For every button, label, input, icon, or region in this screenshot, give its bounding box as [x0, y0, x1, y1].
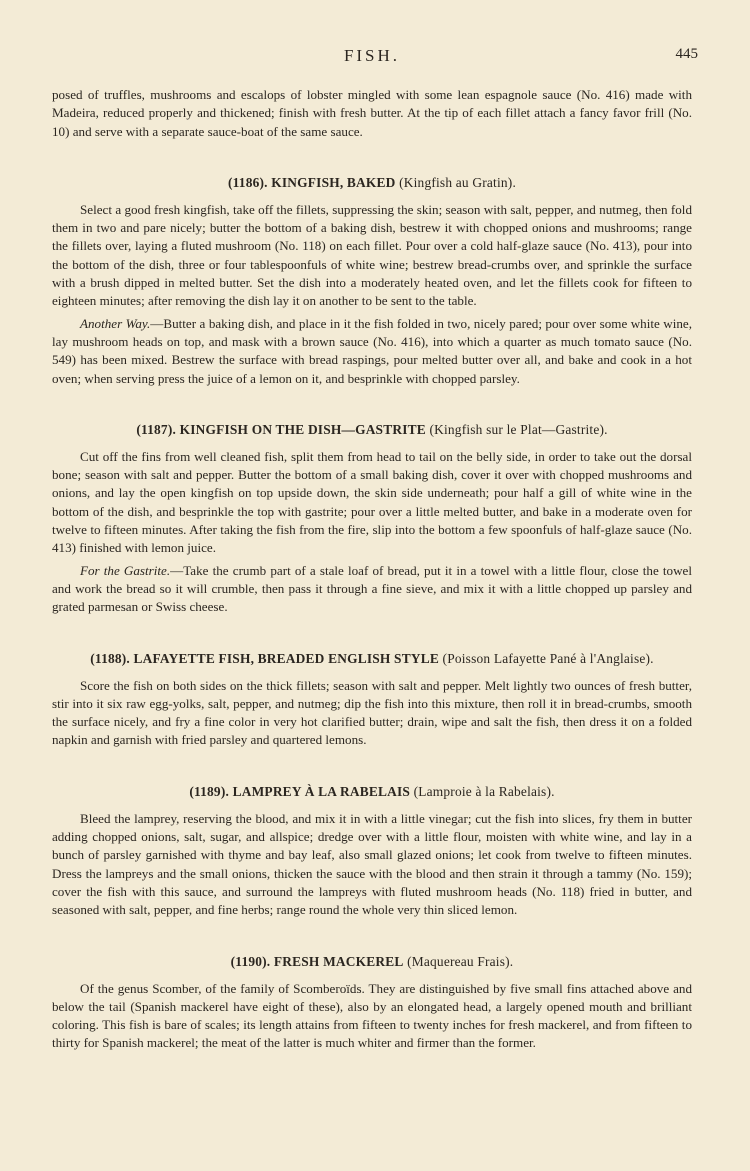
recipe-heading-1189 [52, 784, 692, 800]
running-head [52, 44, 698, 68]
recipe-number: (1190). [230, 953, 271, 969]
page-number: 445 [675, 46, 698, 62]
recipe-paragraph: Select a good fresh kingfish, take off the fillets, suppressing the skin; season with salt, pepper, and nutmeg, then fold them in two and pare nicely; butter the bottom of a baking dish, bestrew it with chopped onions and mushrooms; range the fillets over, laying a fluted mushroom (No. 118) on each fillet. Pour over a cold half-glaze sauce (No. 413), pour into the bottom of the dish, three or four tablespoonfuls of white wine; bestrew bread-crumbs over, and sprinkle the surface with a brush dipped in melted butter. Set the dish into a moderately heated oven, and let the fillets cook for fifteen to eighteen minutes; after removing the dish lay it on another to be sent to the table. [52, 201, 692, 309]
recipe-french-name: (Poisson Lafayette Pané à l'Anglaise). [442, 650, 654, 666]
recipe-name: KINGFISH ON THE DISH—GASTRITE [179, 421, 426, 437]
recipe-name: LAFAYETTE FISH, BREADED ENGLISH STYLE [133, 650, 439, 666]
variation-text: —Take the crumb part of a stale loaf of bread, put it in a towel with a little flour, close the towel and work the bread so it will crumble, then pass it through a fine sieve, and mix it with a little chopped up parsley and grated parmesan or Swiss cheese. [52, 562, 692, 615]
recipe-variation [52, 315, 692, 388]
recipe-paragraph: Bleed the lamprey, reserving the blood, and mix it in with a little vinegar; cut the fish into slices, fry them in butter adding chopped onions, salt, sugar, and allspice; dredge over with a little flour, moisten with white wine, and lay in a bunch of parsley garnished with thyme and bay leaf, also small glazed onions; let cook from twelve to fifteen minutes. Dress the lampreys and the small onions, thicken the sauce with the blood and then strain it through a tammy (No. 159); cover the fish with this sauce, and surround the lampreys with fluted mushroom heads (No. 118) fried in butter, and seasoned with salt, pepper, and fine herbs; range round the whole very thin sliced lemon. [52, 810, 692, 918]
intro-paragraph: posed of truffles, mushrooms and escalops of lobster mingled with some lean espagnole sauce (No. 416) made with Madeira, reduced properly and thickened; finish with fresh butter. At the tip of each fillet attach a fancy favor frill (No. 10) and serve with a separate sauce-boat of the same sauce. [52, 87, 692, 139]
recipe-french-name: (Kingfish sur le Plat—Gastrite). [429, 421, 608, 437]
variation-title: For the Gastrite. [80, 562, 171, 578]
recipe-paragraph: Cut off the fins from well cleaned fish, split them from head to tail on the belly side, in order to take out the dorsal bone; season with salt and pepper. Butter the bottom of a small baking dish, cover it over with chopped mushrooms and onions, and lay the open kingfish on top upside down, the skin side underneath; pour half a gill of white wine in the bottom of the dish, and besprinkle the top with gastrite; pour over a little melted butter, and bake in a moderate oven for twelve to fifteen minutes. After taking the fish from the fire, slip into the bottom a few spoonfuls of half-glaze sauce (No. 413) finished with lemon juice. [52, 448, 692, 556]
recipe-paragraph: Score the fish on both sides on the thick fillets; season with salt and pepper. Melt lightly two ounces of fresh butter, stir into it six raw egg-yolks, salt, pepper, and nutmeg; dip the fish into this mixture, then roll it in bread-crumbs, smooth the surface nicely, and fry a fine color in very hot clarified butter; drain, wipe and salt the fish, then dress it on a folded napkin and garnish with fried parsley and quartered lemons. [52, 677, 692, 748]
recipe-french-name: (Kingfish au Gratin). [399, 174, 516, 190]
recipe-name: LAMPREY À LA RABELAIS [232, 783, 411, 799]
recipe-heading-1190 [52, 954, 692, 970]
variation-text: —Butter a baking dish, and place in it the fish folded in two, nicely pared; pour over some white wine, lay mushroom heads on top, and mask with a brown sauce (No. 416), into which a quarter as much tomato sauce (No. 549) has been mixed. Bestrew the surface with bread raspings, pour melted butter over all, and bake and cook in a hot oven; when serving press the juice of a lemon on it, and besprinkle with chopped parsley. [52, 315, 692, 386]
recipe-heading-1188 [52, 651, 692, 667]
recipe-french-name: (Maquereau Frais). [407, 953, 514, 969]
recipe-heading-1187 [52, 422, 692, 438]
book-page [52, 44, 698, 1053]
recipe-name: FRESH MACKEREL [273, 953, 404, 969]
running-title: FISH. [343, 46, 401, 65]
recipe-number: (1187). [136, 421, 177, 437]
recipe-french-name: (Lamproie à la Rabelais). [413, 783, 555, 799]
recipe-number: (1189). [189, 783, 230, 799]
variation-title: Another Way. [80, 315, 151, 331]
recipe-heading-1186 [52, 175, 692, 191]
recipe-number: (1186). [227, 174, 268, 190]
recipe-name: KINGFISH, BAKED [271, 174, 396, 190]
recipe-number: (1188). [90, 650, 130, 666]
recipe-variation [52, 562, 692, 617]
recipe-paragraph: Of the genus Scomber, of the family of Scomberoïds. They are distinguished by five small fins attached above and below the tail (Spanish mackerel have eight of these), also by an elongated head, a largely opened mouth and brilliant coloring. This fish is bare of scales; its length attains from fifteen to twenty inches for fresh mackerel, and from fifteen to thirty for Spanish mackerel; the meat of the latter is much whiter and firmer than the former. [52, 980, 692, 1051]
